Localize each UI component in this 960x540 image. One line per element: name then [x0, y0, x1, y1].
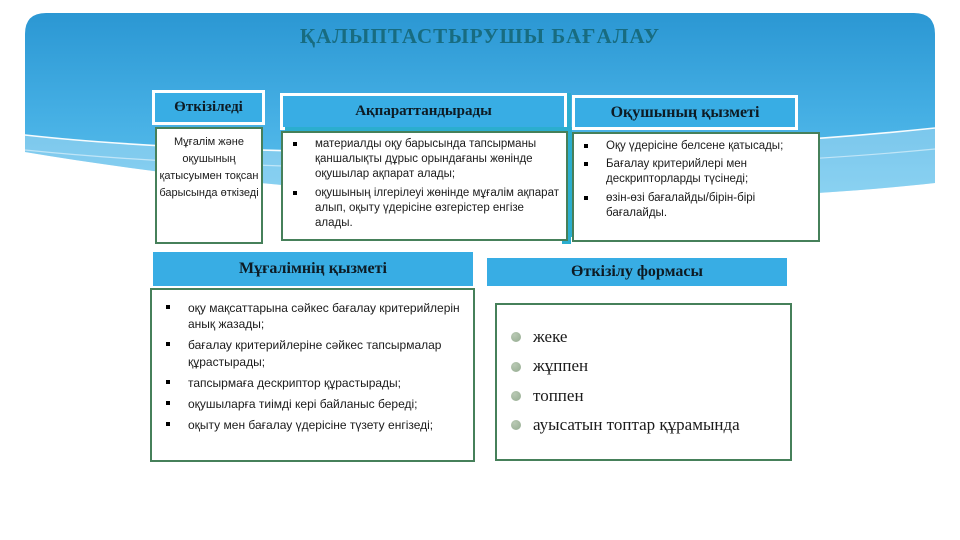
box-otkiziledi — [155, 127, 263, 244]
list-item: топпен — [509, 386, 780, 406]
list-item: оқу мақсаттарына сәйкес бағалау критерийлерін анық жазады; — [162, 300, 467, 332]
list-item: Оқу үдерісіне белсене қатысады; — [580, 139, 816, 154]
bullet-square-icon — [293, 142, 297, 146]
header-otkiziledi — [152, 90, 265, 125]
list-item: тапсырмаға дескриптор құрастырады; — [162, 375, 467, 391]
box-otkizilu-formasy — [495, 303, 792, 461]
list-item: оқушыларға тиімді кері байланыс береді; — [162, 396, 467, 412]
header-label: Өткізілу формасы — [571, 263, 703, 280]
header-label: Мұғалімнің қызметі — [239, 260, 387, 277]
slide-title: ҚАЛЫПТАСТЫРУШЫ БАҒАЛАУ — [299, 24, 661, 48]
box-text: Мұғалім және оқушының қатысуымен тоқсан барысында өткізеді — [159, 136, 259, 200]
list-item: ауысатын топтар құрамында — [509, 415, 780, 435]
box-akparattandyrady — [281, 131, 568, 241]
box-okushynyn-kyzmeti — [572, 132, 820, 242]
list-item: Бағалау критерийлері мен дескрипторларды түсінеді; — [580, 157, 816, 187]
header-akparattandyrady — [280, 93, 567, 130]
bullet-square-icon — [166, 305, 170, 309]
bullet-square-icon — [584, 162, 588, 166]
bullet-square-icon — [584, 144, 588, 148]
header-mugalimnin-kyzmeti — [153, 252, 473, 286]
bullet-dot-icon — [511, 420, 521, 430]
list-item: бағалау критерийлеріне сәйкес тапсырмалар құрастырады; — [162, 337, 467, 369]
list-item: оқушының ілгерілеуі жөнінде мұғалім ақпарат алып, оқыту үдерісіне өзгерістер енгізе алады. — [289, 186, 564, 232]
header-otkizilu-formasy — [487, 258, 787, 286]
bullet-square-icon — [293, 191, 297, 195]
header-label: Оқушының қызметі — [610, 103, 760, 121]
box-mugalimnin-kyzmeti — [150, 288, 475, 462]
header-label: Ақпараттандырады — [355, 103, 492, 119]
header-okushynyn-kyzmeti — [572, 95, 798, 130]
bullet-square-icon — [166, 342, 170, 346]
bullet-square-icon — [584, 196, 588, 200]
list-item: оқыту мен бағалау үдерісіне түзету енгізеді; — [162, 417, 467, 433]
bullet-square-icon — [166, 401, 170, 405]
bullet-dot-icon — [511, 332, 521, 342]
bullet-dot-icon — [511, 391, 521, 401]
header-label: Өткізіледі — [174, 99, 243, 115]
list-item: өзін-өзі бағалайды/бірін-бірі бағалайды. — [580, 191, 816, 221]
bullet-dot-icon — [511, 362, 521, 372]
list-item: жұппен — [509, 356, 780, 376]
list-item: материалды оқу барысында тапсырманы қаншалықты дұрыс орындағаны жөнінде оқушылар ақпарат алады; — [289, 137, 564, 183]
bullet-square-icon — [166, 380, 170, 384]
list-item: жеке — [509, 327, 780, 347]
bullet-square-icon — [166, 422, 170, 426]
